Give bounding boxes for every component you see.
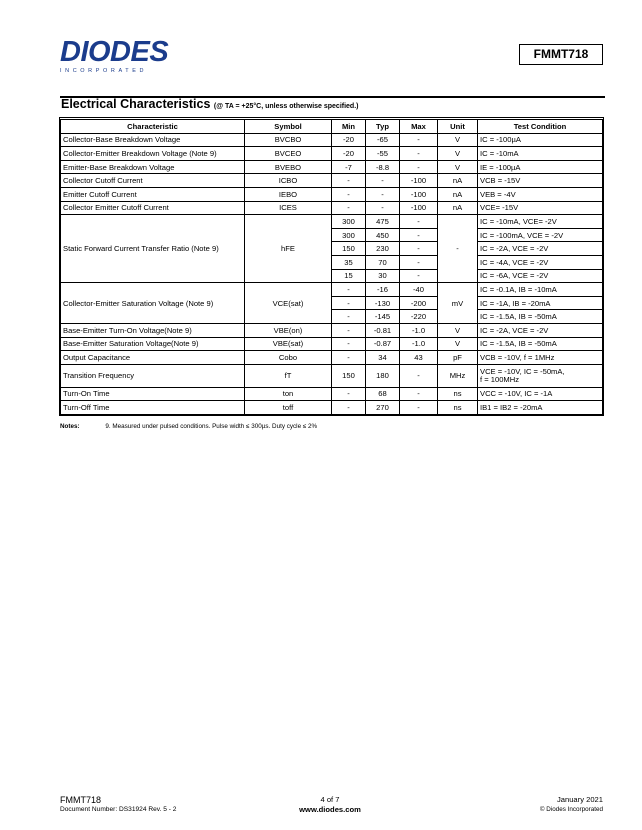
table-cell: -100 bbox=[400, 187, 438, 201]
table-cell: 300 bbox=[332, 228, 366, 242]
table-cell: Emitter Cutoff Current bbox=[61, 187, 245, 201]
table-cell: Output Capacitance bbox=[61, 351, 245, 365]
table-cell: 15 bbox=[332, 269, 366, 283]
table-cell: 230 bbox=[366, 242, 400, 256]
table-cell: V bbox=[438, 160, 478, 174]
table-cell: 180 bbox=[366, 364, 400, 387]
table-cell: -0.81 bbox=[366, 323, 400, 337]
table-cell: VCB = -10V, f = 1MHz bbox=[478, 351, 603, 365]
table-cell: Turn-Off Time bbox=[61, 401, 245, 415]
table-cell: -65 bbox=[366, 133, 400, 147]
footer-copyright: © Diodes Incorporated bbox=[539, 806, 603, 813]
table-cell: - bbox=[332, 310, 366, 324]
table-row bbox=[61, 201, 603, 215]
table-cell: Collector Cutoff Current bbox=[61, 174, 245, 188]
table-row bbox=[61, 215, 603, 229]
table-cell: BVCBO bbox=[245, 133, 332, 147]
table-cell: V bbox=[438, 323, 478, 337]
table-cell: IC = -2A, VCE = -2V bbox=[478, 242, 603, 256]
section-condition: (@ TA = +25°C, unless otherwise specified.) bbox=[213, 103, 359, 110]
table-cell: VCC = -10V, IC = -1A bbox=[478, 387, 603, 401]
table-cell: Cobo bbox=[245, 351, 332, 365]
table-cell: 270 bbox=[366, 401, 400, 415]
table-cell: 35 bbox=[332, 255, 366, 269]
table-cell: IC = -6A, VCE = -2V bbox=[478, 269, 603, 283]
table-cell: 68 bbox=[366, 387, 400, 401]
table-cell: Static Forward Current Transfer Ratio (Note 9) bbox=[61, 215, 245, 283]
table-cell: - bbox=[332, 201, 366, 215]
table-cell: Base-Emitter Saturation Voltage(Note 9) bbox=[61, 337, 245, 351]
table-cell: V bbox=[438, 337, 478, 351]
table-cell: - bbox=[400, 364, 438, 387]
table-cell: IC = -1.5A, IB = -50mA bbox=[478, 337, 603, 351]
col-header: Characteristic bbox=[61, 120, 245, 134]
table-cell: pF bbox=[438, 351, 478, 365]
col-header: Symbol bbox=[245, 120, 332, 134]
col-header: Typ bbox=[366, 120, 400, 134]
table-cell: VBE(on) bbox=[245, 323, 332, 337]
table-cell: IC = -1A, IB = -20mA bbox=[478, 296, 603, 310]
table-cell: V bbox=[438, 147, 478, 161]
table-cell: BVCEO bbox=[245, 147, 332, 161]
table-cell: ns bbox=[438, 387, 478, 401]
table-cell: IC = -10mA, VCE= -2V bbox=[478, 215, 603, 229]
table-cell: Collector-Emitter Breakdown Voltage (Note 9) bbox=[61, 147, 245, 161]
table-cell: ton bbox=[245, 387, 332, 401]
table-row bbox=[61, 364, 603, 387]
electrical-characteristics-table bbox=[60, 119, 603, 415]
table-cell: IC = -0.1A, IB = -10mA bbox=[478, 283, 603, 297]
table-cell: -130 bbox=[366, 296, 400, 310]
table-cell: - bbox=[400, 228, 438, 242]
table-cell: Base-Emitter Turn-On Voltage(Note 9) bbox=[61, 323, 245, 337]
table-cell: VCE(sat) bbox=[245, 283, 332, 324]
table-cell: - bbox=[332, 174, 366, 188]
table-cell: VCB = -15V bbox=[478, 174, 603, 188]
table-cell: - bbox=[332, 187, 366, 201]
table-cell: - bbox=[400, 387, 438, 401]
table-cell: -40 bbox=[400, 283, 438, 297]
ft-condition-line: VCE = -10V, IC = -50mA, bbox=[480, 366, 565, 376]
table-row bbox=[61, 133, 603, 147]
part-number-box: FMMT718 bbox=[519, 44, 603, 65]
table-cell: Transition Frequency bbox=[61, 364, 245, 387]
table-cell: -145 bbox=[366, 310, 400, 324]
table-cell: - bbox=[400, 133, 438, 147]
table-cell: ICES bbox=[245, 201, 332, 215]
table-cell: nA bbox=[438, 201, 478, 215]
table-cell: Collector-Base Breakdown Voltage bbox=[61, 133, 245, 147]
table-cell: IB1 = IB2 = -20mA bbox=[478, 401, 603, 415]
table-cell: 30 bbox=[366, 269, 400, 283]
table-cell: - bbox=[332, 401, 366, 415]
table-cell: -100 bbox=[400, 201, 438, 215]
notes bbox=[60, 423, 317, 430]
table-cell: - bbox=[332, 323, 366, 337]
table-cell: -0.87 bbox=[366, 337, 400, 351]
footer-part: FMMT718 bbox=[60, 795, 102, 805]
table-row bbox=[61, 174, 603, 188]
table-cell: VCE= -15V bbox=[478, 201, 603, 215]
table-cell: 150 bbox=[332, 242, 366, 256]
table-cell: V bbox=[438, 133, 478, 147]
table-cell: VEB = -4V bbox=[478, 187, 603, 201]
table-cell: - bbox=[400, 242, 438, 256]
table-cell: IE = -100µA bbox=[478, 160, 603, 174]
table-row bbox=[61, 160, 603, 174]
table-cell: IC = -10mA bbox=[478, 147, 603, 161]
table-cell: 475 bbox=[366, 215, 400, 229]
table-cell: - bbox=[366, 201, 400, 215]
table-cell: hFE bbox=[245, 215, 332, 283]
table-cell: -1.0 bbox=[400, 323, 438, 337]
table-cell: - bbox=[332, 351, 366, 365]
footer-doc-number: Document Number: DS31924 Rev. 5 - 2 bbox=[60, 806, 177, 813]
footer-date: January 2021 bbox=[556, 795, 603, 804]
table-cell: - bbox=[400, 269, 438, 283]
table-cell: -8.8 bbox=[366, 160, 400, 174]
table-cell: - bbox=[400, 147, 438, 161]
table-cell: 34 bbox=[366, 351, 400, 365]
table-cell: -16 bbox=[366, 283, 400, 297]
table-cell: - bbox=[400, 401, 438, 415]
table-cell: Collector Emitter Cutoff Current bbox=[61, 201, 245, 215]
table-cell: - bbox=[332, 283, 366, 297]
section-title bbox=[61, 97, 359, 111]
table-cell: - bbox=[400, 160, 438, 174]
table-cell: -220 bbox=[400, 310, 438, 324]
table-cell: 70 bbox=[366, 255, 400, 269]
table-cell: mV bbox=[438, 283, 478, 324]
footer-right bbox=[500, 795, 603, 815]
table-cell: nA bbox=[438, 174, 478, 188]
table-header-row bbox=[61, 120, 603, 134]
notes-label: Notes: bbox=[60, 423, 80, 430]
table-cell: - bbox=[400, 215, 438, 229]
table-cell: Collector-Emitter Saturation Voltage (Note 9) bbox=[61, 283, 245, 324]
table-cell: IC = -4A, VCE = -2V bbox=[478, 255, 603, 269]
table-cell: 450 bbox=[366, 228, 400, 242]
col-header: Min bbox=[332, 120, 366, 134]
table-cell: IEBO bbox=[245, 187, 332, 201]
table-cell: -100 bbox=[400, 174, 438, 188]
table-cell: Emitter-Base Breakdown Voltage bbox=[61, 160, 245, 174]
table-cell: fT bbox=[245, 364, 332, 387]
table-row bbox=[61, 337, 603, 351]
table-cell: IC = -100µA bbox=[478, 133, 603, 147]
table-cell: 43 bbox=[400, 351, 438, 365]
table-cell: - bbox=[366, 187, 400, 201]
table-row bbox=[61, 387, 603, 401]
table-row bbox=[61, 351, 603, 365]
table-row bbox=[61, 283, 603, 297]
table-row bbox=[61, 401, 603, 415]
table-cell: -55 bbox=[366, 147, 400, 161]
table-cell: ns bbox=[438, 401, 478, 415]
table-cell: - bbox=[332, 337, 366, 351]
footer-website[interactable]: www.diodes.com bbox=[299, 805, 361, 814]
diodes-logo bbox=[60, 38, 180, 76]
table-cell: IC = -2A, VCE = -2V bbox=[478, 323, 603, 337]
table-cell: IC = -1.5A, IB = -50mA bbox=[478, 310, 603, 324]
footer-page: 4 of 7 bbox=[320, 795, 340, 804]
table-cell: IC = -100mA, VCE = -2V bbox=[478, 228, 603, 242]
table-row bbox=[61, 187, 603, 201]
table-cell: VBE(sat) bbox=[245, 337, 332, 351]
note-9: 9. Measured under pulsed conditions. Pulse width ≤ 300µs. Duty cycle ≤ 2% bbox=[105, 423, 318, 430]
table-cell: 150 bbox=[332, 364, 366, 387]
table-row bbox=[61, 323, 603, 337]
table-cell: Turn-On Time bbox=[61, 387, 245, 401]
table-cell: -1.0 bbox=[400, 337, 438, 351]
table-cell: - bbox=[400, 255, 438, 269]
table-cell: toff bbox=[245, 401, 332, 415]
table-cell: -20 bbox=[332, 147, 366, 161]
table-cell: - bbox=[438, 215, 478, 283]
table-cell: nA bbox=[438, 187, 478, 201]
logo-subtitle: INCORPORATED bbox=[60, 68, 148, 74]
table-cell: - bbox=[332, 387, 366, 401]
col-header: Unit bbox=[438, 120, 478, 134]
col-header: Test Condition bbox=[478, 120, 603, 134]
table-cell: BVEBO bbox=[245, 160, 332, 174]
footer-center bbox=[280, 795, 380, 815]
table-cell: 300 bbox=[332, 215, 366, 229]
table-row bbox=[61, 147, 603, 161]
footer-left bbox=[60, 795, 176, 815]
table-cell: MHz bbox=[438, 364, 478, 387]
table-cell: -200 bbox=[400, 296, 438, 310]
section-title-text: Electrical Characteristics bbox=[61, 97, 211, 111]
table-cell: - bbox=[366, 174, 400, 188]
table-cell: -7 bbox=[332, 160, 366, 174]
table-cell: -20 bbox=[332, 133, 366, 147]
table-cell bbox=[478, 364, 603, 387]
table-cell: - bbox=[332, 296, 366, 310]
col-header: Max bbox=[400, 120, 438, 134]
table-cell: ICBO bbox=[245, 174, 332, 188]
ft-condition-line: f = 100MHz bbox=[480, 374, 520, 384]
logo-wordmark: DIODES bbox=[60, 36, 169, 68]
